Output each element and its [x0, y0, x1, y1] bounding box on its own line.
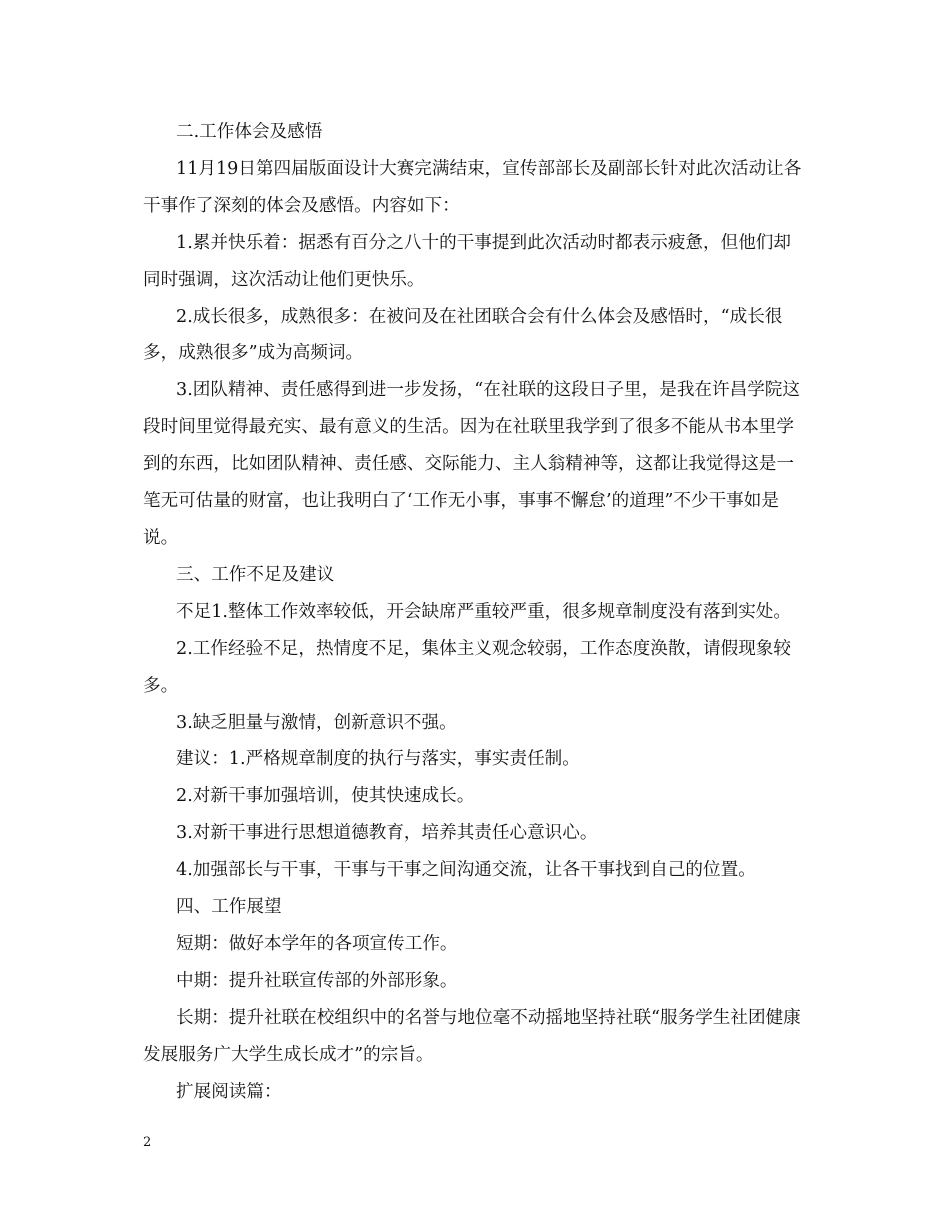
paragraph: 4.加强部长与干事，干事与干事之间沟通交流，让各干事找到自己的位置。	[176, 860, 756, 881]
paragraph: 11月19日第四届版面设计大赛完满结束，宣传部部长及副部长针对此次活动让各干事作了深刻的体会及感悟。内容如下：	[143, 158, 802, 216]
paragraph: 3.团队精神、责任感得到进一步发扬，“在社联的这段日子里，是我在许昌学院这段时间里觉得最充实、最有意义的生活。因为在社联里我学到了很多不能从书本里学到的东西，比如团队精神、责任感、交际能力、主人翁精神等，这都让我觉得这是一笔无可估量的财富，也让我明白了‘工作无小事，事事不懈怠’的道理”不少干事如是说。	[143, 380, 800, 548]
section-heading-2: 二.工作体会及感悟	[176, 122, 323, 142]
section-heading-4: 四、工作展望	[176, 897, 282, 918]
paragraph: 中期：提升社联宣传部的外部形象。	[176, 970, 458, 991]
paragraph: 短期：做好本学年的各项宣传工作。	[176, 933, 458, 954]
paragraph: 长期：提升社联在校组织中的名誉与地位毫不动摇地坚持社联“服务学生社团健康发展服务广大学生成长成才”的宗旨。	[143, 1007, 801, 1065]
paragraph: 2.对新干事加强培训，使其快速成长。	[176, 786, 475, 807]
section-heading-3: 三、工作不足及建议	[176, 564, 335, 585]
paragraph: 2.工作经验不足，热情度不足，集体主义观念较弱，工作态度涣散，请假现象较多。	[143, 638, 791, 696]
paragraph: 1.累并快乐着：据悉有百分之八十的干事提到此次活动时都表示疲惫，但他们却同时强调，这次活动让他们更快乐。	[143, 232, 791, 290]
paragraph: 扩展阅读篇：	[176, 1081, 282, 1102]
paragraph: 3.对新干事进行思想道德教育，培养其责任心意识心。	[176, 823, 598, 844]
paragraph: 不足1.整体工作效率较低，开会缺席严重较严重，很多规章制度没有落到实处。	[176, 601, 791, 622]
document-body	[143, 114, 808, 1110]
paragraph: 3.缺乏胆量与激情，创新意识不强。	[176, 712, 457, 733]
paragraph: 建议：1.严格规章制度的执行与落实，事实责任制。	[176, 749, 580, 770]
page-number: 2	[143, 1135, 152, 1150]
paragraph: 2.成长很多，成熟很多：在被问及在社团联合会有什么体会及感悟时，“成长很多，成熟很多”成为高频词。	[143, 306, 783, 364]
